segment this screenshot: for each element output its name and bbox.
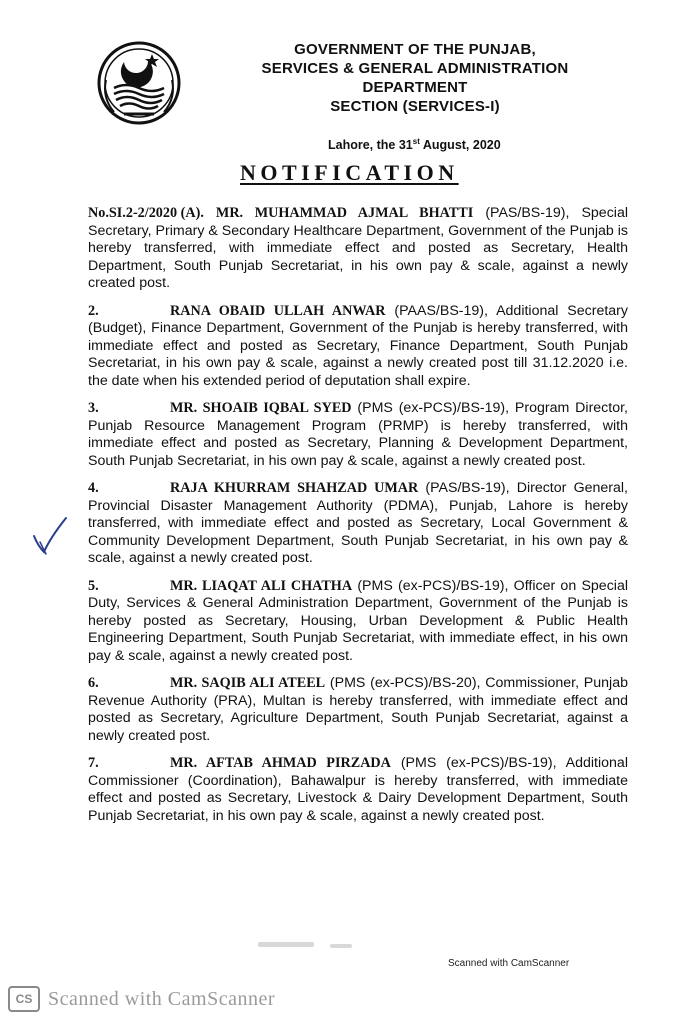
officer-name: MR. AFTAB AHMAD PIRZADA — [170, 755, 391, 771]
paragraph-text: (PMS (ex-PCS)/BS-20), Commissioner, Punjab Revenue Authority (PRA), Multan is hereby transferred, with immediate effect and posted as Secretary, Agriculture Department, South Punjab Secretariat, against a newly created post. — [88, 675, 628, 744]
camscanner-logo-icon: CS — [8, 986, 40, 1012]
paragraph-text: (PMS (ex-PCS)/BS-19), Program Director, Punjab Resource Management Program (PRMP) is hereby transferred, with immediate effect and posted as Secretary, Planning & Development Department, South Punjab Secretariat, in his own pay & scale, against a newly created post. — [88, 400, 628, 469]
camscanner-footer — [8, 986, 275, 1012]
date-suffix: August, 2020 — [419, 138, 501, 153]
notification-date — [328, 137, 501, 152]
paragraph-text: (PAS/BS-19), Special Secretary, Primary & Secondary Healthcare Department, Government of the Punjab is hereby transferred, with immediate effect and posted as Secretary, Health Department, South Punjab Secretariat, in his own pay & scale, against a newly created post. — [88, 205, 628, 291]
letterhead-line-2: SERVICES & GENERAL ADMINISTRATION — [261, 60, 569, 77]
paragraph-3 — [88, 400, 628, 470]
officer-name: MR. LIAQAT ALI CHATHA — [170, 577, 353, 594]
officer-name: MR. SHOAIB IQBAL SYED — [170, 400, 352, 416]
letterhead — [220, 40, 610, 116]
scan-smudge — [258, 942, 314, 947]
punjab-government-emblem-icon — [96, 40, 182, 126]
letterhead-line-3: DEPARTMENT — [362, 79, 468, 96]
paragraph-number: 3. — [88, 400, 99, 416]
letterhead-line-4: SECTION (SERVICES-I) — [330, 98, 500, 115]
paragraph-2 — [88, 303, 628, 391]
paragraph-number: 6. — [88, 675, 99, 691]
paragraph-text: (PAS/BS-19), Director General, Provincial Disaster Management Authority (PDMA), Punjab, Lahore is hereby transferred, with immediate effect and posted as Secretary, Local Government & Community Development Department, South Punjab Secretariat, in his own pay & scale, against a newly created post. — [88, 480, 628, 566]
scan-smudge — [330, 944, 352, 948]
paragraph-number: 5. — [88, 577, 99, 594]
paragraph-text: (PMS (ex-PCS)/BS-19), Officer on Special Duty, Services & General Administration Department, Government of the Punjab is hereby posted as Secretary, Housing, Urban Development & Public Health Engineering Department, South Punjab Secretariat, with immediate effect, in his own pay & scale, against a newly created post. — [88, 577, 628, 664]
date-ordinal: st — [412, 137, 420, 146]
paragraph-6 — [88, 675, 628, 745]
officer-name: MR. SAQIB ALI ATEEL — [170, 675, 326, 691]
paragraph-5 — [88, 578, 628, 666]
paragraph-4 — [88, 480, 628, 568]
paragraph-number: 2. — [88, 302, 99, 319]
letterhead-line-1: GOVERNMENT OF THE PUNJAB, — [294, 41, 536, 58]
paragraph-text: (PAAS/BS-19), Additional Secretary (Budget), Finance Department, Government of the Punjab is hereby transferred, with immediate effect and posted as Secretary, Finance Department, South Punjab Secretariat, in his own pay & scale, against a newly created post till 31.12.2020 i.e. the date when his extended period of deputation shall expire. — [88, 302, 629, 389]
paragraph-7 — [88, 755, 628, 825]
officer-name: RANA OBAID ULLAH ANWAR — [170, 302, 386, 319]
paragraph-number: 7. — [88, 755, 99, 771]
paragraph-text: (PMS (ex-PCS)/BS-19), Additional Commissioner (Coordination), Bahawalpur is hereby transferred, with immediate effect and posted as Secretary, Livestock & Dairy Development Department, South Punjab Secretariat, in his own pay & scale, against a newly created post. — [88, 755, 628, 824]
officer-name: RAJA KHURRAM SHAHZAD UMAR — [170, 480, 419, 496]
paragraph-number: No.SI.2-2/2020 (A). — [88, 205, 204, 221]
date-prefix: Lahore, the 31 — [328, 138, 413, 153]
handwritten-tick-mark-icon — [28, 512, 72, 562]
camscanner-watermark-small: Scanned with CamScanner — [448, 958, 570, 969]
notification-title: NOTIFICATION — [240, 160, 459, 185]
officer-name: MR. MUHAMMAD AJMAL BHATTI — [215, 205, 474, 221]
notification-body — [88, 205, 628, 835]
camscanner-watermark-large: Scanned with CamScanner — [48, 987, 275, 1010]
paragraph-number: 4. — [88, 480, 99, 496]
paragraph-1 — [88, 205, 628, 293]
